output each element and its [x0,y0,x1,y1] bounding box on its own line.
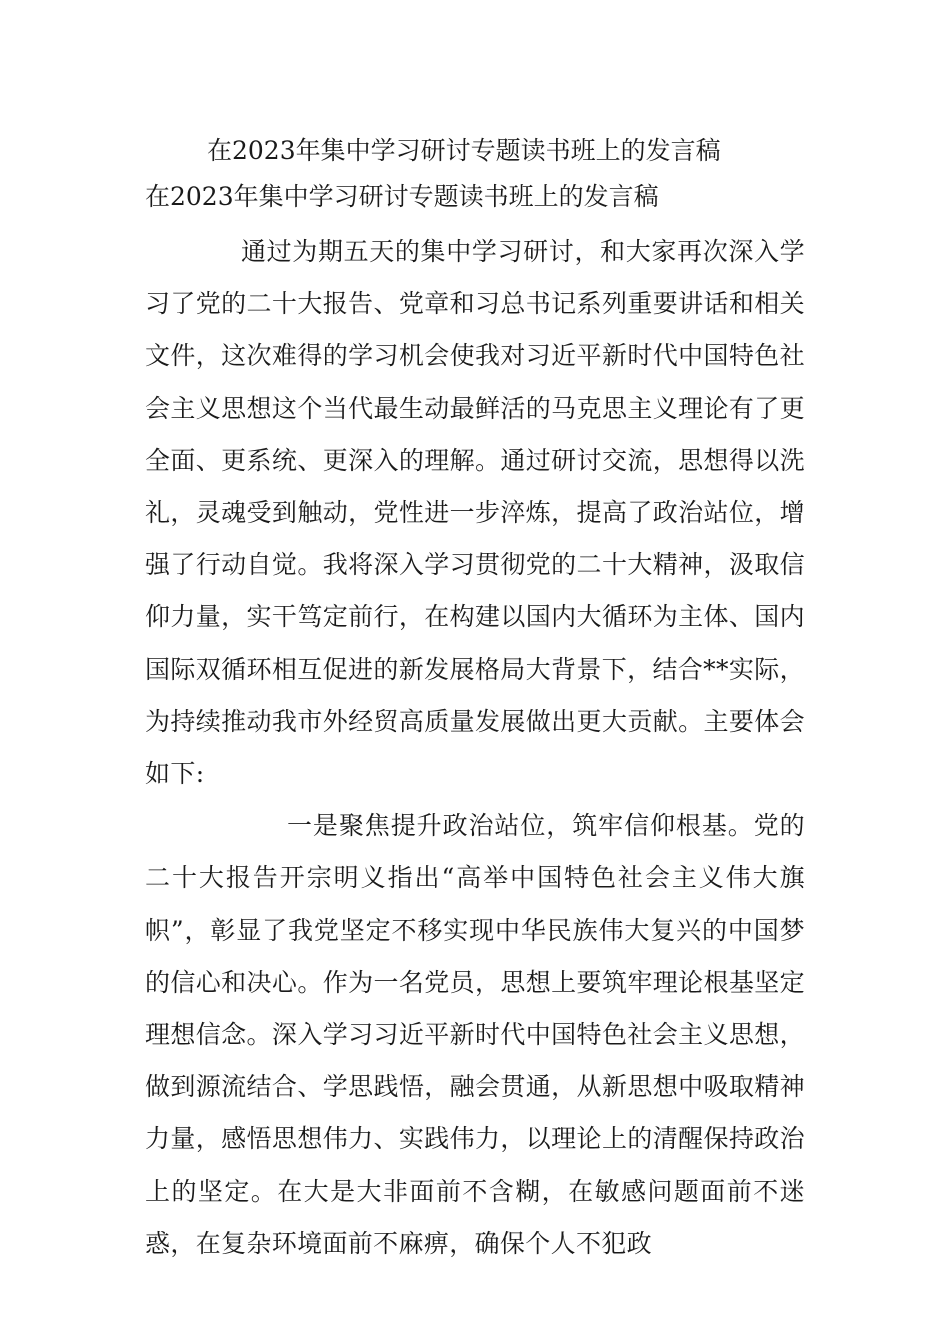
document-title: 在2023年集中学习研讨专题读书班上的发言稿 [207,136,721,165]
document-subtitle: 在2023年集中学习研讨专题读书班上的发言稿 [145,182,659,211]
paragraph-intro: 通过为期五天的集中学习研讨，和大家再次深入学习了党的二十大报告、党章和习总书记系列重要讲话和相关文件，这次难得的学习机会使我对习近平新时代中国特色社会主义思想这个当代最生动最鲜活的马克思主义理论有了更全面、更系统、更深入的理解。通过研讨交流，思想得以洗礼，灵魂受到触动，党性进一步淬炼，提高了政治站位，增强了行动自觉。我将深入学习贯彻党的二十大精神，汲取信仰力量，实干笃定前行，在构建以国内大循环为主体、国内国际双循环相互促进的新发展格局大背景下，结合**实际，为持续推动我市外经贸高质量发展做出更大贡献。主要体会如下: [145,237,805,789]
document-body [145,128,805,1270]
paragraph-point-one: 一是聚焦提升政治站位，筑牢信仰根基。党的二十大报告开宗明义指出“高举中国特色社会主义伟大旗帜”，彰显了我党坚定不移实现中华民族伟大复兴的中国梦的信心和决心。作为一名党员，思想上要筑牢理论根基坚定理想信念。深入学习习近平新时代中国特色社会主义思想，做到源流结合、学思践悟，融会贯通，从新思想中吸取精神力量，感悟思想伟力、实践伟力，以理论上的清醒保持政治上的坚定。在大是大非面前不含糊，在敏感问题面前不迷惑，在复杂环境面前不麻痹，确保个人不犯政 [145,811,805,1258]
